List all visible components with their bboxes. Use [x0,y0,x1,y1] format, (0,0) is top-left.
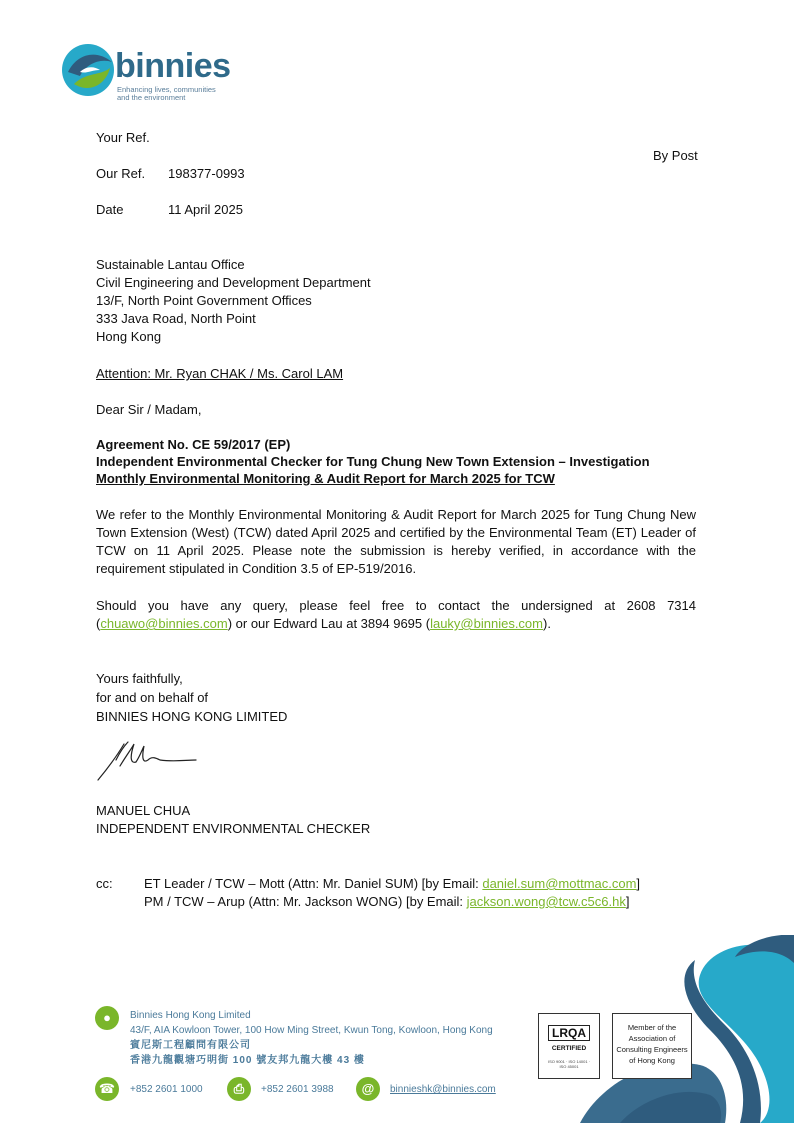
signatory-title: INDEPENDENT ENVIRONMENTAL CHECKER [96,821,371,836]
closing-line: Yours faithfully, [96,671,183,686]
acehk-member-text: Member of the Association of Consulting Engineers of Hong Kong [616,1023,688,1065]
footer-company-name: Binnies Hong Kong Limited [130,1010,251,1021]
date-label: Date [96,202,124,217]
recipient-line: Civil Engineering and Development Department [96,275,371,290]
our-ref-value: 198377-0993 [168,166,245,181]
recipient-line: 333 Java Road, North Point [96,311,256,326]
footer-fax: +852 2601 3988 [261,1084,334,1095]
logo-tagline [117,86,247,102]
logo-tagline-line2: and the environment [117,93,186,102]
recipient-address [96,256,371,346]
delivery-method: By Post [653,148,698,163]
attention-line: Attention: Mr. Ryan CHAK / Ms. Carol LAM [96,366,344,381]
footer-address: 43/F, AIA Kowloon Tower, 100 How Ming Street, Kwun Tong, Kowloon, Hong Kong [130,1025,493,1036]
subject-agreement: Agreement No. CE 59/2017 (EP) [96,437,291,452]
cc-line-1 [144,875,640,893]
cc-line-text: PM / TCW – Arup (Attn: Mr. Jackson WONG) [by Email: [144,894,467,909]
phone-icon: ☎ [95,1077,119,1101]
lrqa-iso-list: ISO 9001 · ISO 14001 · ISO 45001 [547,1059,591,1069]
footer-phone: +852 2601 1000 [130,1084,203,1095]
fax-icon: ⎙ [227,1077,251,1101]
body-paragraph-2-text: Should you have any query, please feel free to contact the undersigned at 2608 7314 ( [96,598,696,631]
our-ref-label: Our Ref. [96,166,146,181]
date-value: 11 April 2025 [168,202,243,217]
subject-report: Monthly Environmental Monitoring & Audit Report for March 2025 for TCW [96,471,555,486]
binnies-logo-mark [60,42,120,102]
cc-label: cc: [96,876,113,891]
recipient-line: 13/F, North Point Government Offices [96,293,312,308]
your-ref-label: Your Ref. [96,130,150,145]
acehk-member-badge [612,1013,692,1079]
cc-line-2 [144,893,629,911]
cc-line-text: ET Leader / TCW – Mott (Attn: Mr. Daniel SUM) [by Email: [144,876,483,891]
closing-company: BINNIES HONG KONG LIMITED [96,709,288,724]
signatory-name: MANUEL CHUA [96,803,191,818]
footer-company-name-zh: 賓尼斯工程顧問有限公司 [130,1040,251,1051]
body-paragraph-2-text: ) or our Edward Lau at 3894 9695 ( [227,616,431,631]
subject-block [96,436,650,487]
email-icon: @ [356,1077,380,1101]
cc-line-end: ] [625,894,630,909]
email-link-jackson-wong[interactable]: jackson.wong@tcw.c5c6.hk [466,894,626,909]
lrqa-logo: LRQA [548,1025,590,1041]
location-pin-icon: ● [95,1006,119,1030]
lrqa-certification-badge [538,1013,600,1079]
closing-line: for and on behalf of [96,690,209,705]
body-paragraph-1: We refer to the Monthly Environmental Monitoring & Audit Report for March 2025 for Tung Chung New Town Extension (West) (TCW) dated April 2025 and certified by the Environmental Team (ET) Leader of TCW on 11 April 2025. Please note the submission is hereby verified, in accordance with the requirement stipulated in Condition 3.5 of EP-519/2016. [96,507,696,576]
subject-title: Independent Environmental Checker for Tung Chung New Town Extension – Investigation [96,454,650,469]
footer-address-zh: 香港九龍觀塘巧明街 100 號友邦九龍大樓 43 樓 [130,1055,365,1066]
salutation: Dear Sir / Madam, [96,402,202,417]
closing-block [96,669,287,726]
email-link-chuawo[interactable]: chuawo@binnies.com [100,616,228,631]
cc-line-end: ] [636,876,641,891]
body-paragraph-2 [96,597,696,633]
email-link-lauky[interactable]: lauky@binnies.com [430,616,543,631]
logo-tagline-line1: Enhancing lives, communities [117,85,216,94]
binnies-wordmark: binnies [115,47,231,85]
recipient-line: Hong Kong [96,329,162,344]
email-link-daniel-sum[interactable]: daniel.sum@mottmac.com [482,876,637,891]
footer-email-link[interactable]: binnieshk@binnies.com [390,1084,496,1095]
body-paragraph-2-text: ). [543,616,551,631]
signature-image [94,738,204,784]
recipient-line: Sustainable Lantau Office [96,257,245,272]
lrqa-certified-label: CERTIFIED [551,1045,587,1052]
